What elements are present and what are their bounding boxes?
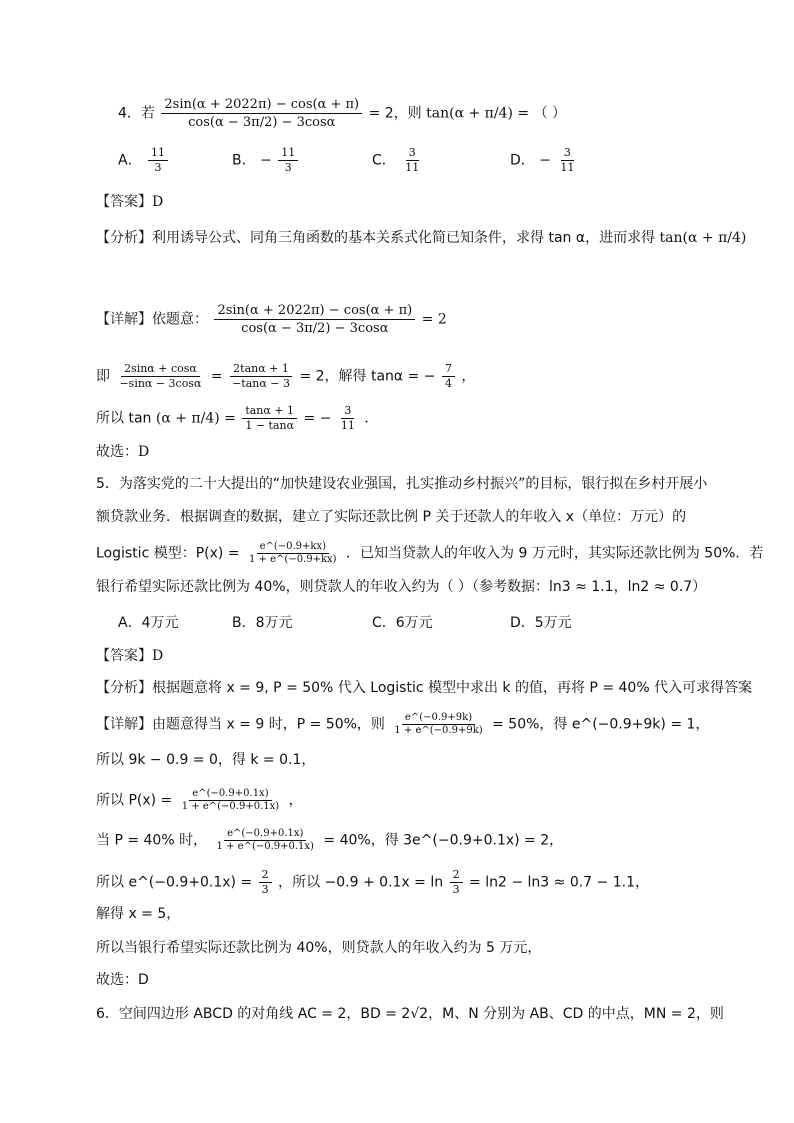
q5-detail-5: 所以 e^(−0.9+0.1x) = $\frac{2}{3}$ ，所以 −0.9 + 0.1x = ln $\frac{2}{3}$ = ln2 − ln3 ≈ 0.7 − 1.1， [96, 868, 649, 896]
q5-detail-3: 所以 P(x) = $\frac{e\^{}(-0.9+0.1x)}{1 + e\^{}(-0.9+0.1x)}$ ， [96, 788, 303, 812]
q5-answer: 【答案】D [96, 648, 164, 664]
q5-detail-4: 当 P = 40% 时， $\frac{e\^{}(-0.9+0.1x)}{1 + e\^{}(-0.9+0.1x)}$ = 40%，得 3e^(−0.9+0.1x) = 2， [96, 828, 564, 852]
q5-detail-2: 所以 9k − 0.9 = 0，得 k = 0.1， [96, 752, 316, 768]
q5-option-a[interactable]: A．4万元 [118, 615, 179, 631]
q4-option-d[interactable]: D． − $\frac{3}{11}$ [510, 146, 575, 174]
q5-conclusion: 故选：D [96, 972, 149, 988]
q5-stem-line-3: Logistic 模型：P(x) = $\frac{e\^{}(-0.9+kx)}{1 + e\^{}(-0.9+kx)}$ ．已知当贷款人的年收入为 9 万元时，其实际还款比例为 50%．若 [96, 541, 764, 565]
q6-stem-line-1: 6．空间四边形 ABCD 的对角线 AC = 2，BD = 2√2，M、N 分别为 AB、CD 的中点，MN = 2，则 [96, 1006, 724, 1022]
q5-stem-line-2: 额贷款业务．根据调查的数据，建立了实际还款比例 P 关于还款人的年收入 x（单位：万元）的 [96, 509, 687, 525]
q4-conclusion: 故选：D [96, 444, 150, 460]
q4-option-b[interactable]: B． − $\frac{11}{3}$ [232, 146, 300, 175]
q4-stem: 4．若 $\frac{2\sin(\alpha + 2022\pi) - \cos(\alpha + \pi)}{\cos(\alpha - 3\pi/2) - 3\cos\alpha}$ = 2，则 tan(α + π/4) = （ ） [118, 97, 567, 130]
q5-detail-1: 【详解】由题意得当 x = 9 时，P = 50%，则 $\frac{e\^{}(-0.9+9k)}{1 + e\^{}(-0.9+9k)}$ = 50%，得 e^(−0.9+9k) = 1， [96, 712, 710, 736]
q5-detail-6: 解得 x = 5， [96, 906, 181, 922]
q4-answer: 【答案】D [96, 194, 164, 210]
q4-option-c[interactable]: C． $\frac{3}{11}$ [372, 146, 420, 174]
q4-option-a[interactable]: A． $\frac{11}{3}$ [118, 146, 170, 175]
q5-option-b[interactable]: B．8万元 [232, 615, 293, 631]
q4-number: 4．若 [118, 105, 155, 122]
q5-stem-line-4: 银行希望实际还款比例为 40%，则贷款人的年收入约为（ ）（参考数据：ln3 ≈ 1.1，ln2 ≈ 0.7） [96, 579, 707, 595]
q4-step-2: 所以 tan (α + π/4) = $\frac{\tan\alpha + 1}{1 - \tan\alpha}$ = − $\frac{3}{11}$ ． [96, 404, 379, 432]
q4-question: tan(α + π/4) = （ ） [426, 105, 567, 122]
q5-detail-7: 所以当银行希望实际还款比例为 40%，则贷款人的年收入约为 5 万元， [96, 940, 542, 956]
q4-step-1: 即 $\frac{2\sin\alpha + \cos\alpha}{-\sin\alpha - 3\cos\alpha}$ = $\frac{2\tan\alpha + 1}{-\tan\alpha - 3}$ = 2，解得 tanα = − $\frac{7}{4}$ ， [96, 362, 476, 390]
q5-analysis: 【分析】根据题意将 x = 9, P = 50% 代入 Logistic 模型中求出 k 的值，再将 P = 40% 代入可求得答案 [96, 680, 753, 696]
q5-stem-line-1: 5．为落实党的二十大提出的“加快建设农业强国，扎实推动乡村振兴”的目标，银行拟在乡村开展小 [96, 476, 708, 492]
q4-condition-fraction: $\frac{2\sin(\alpha + 2022\pi) - \cos(\alpha + \pi)}{\cos(\alpha - 3\pi/2) - 3\cos\alpha}$ [161, 96, 362, 131]
q4-detail: 【详解】依题意： $\frac{2\sin(\alpha + 2022\pi) - \cos(\alpha + \pi)}{\cos(\alpha - 3\pi/2) - 3\cos\alpha}$ = 2 [96, 303, 447, 336]
q4-analysis: 【分析】利用诱导公式、同角三角函数的基本关系式化简已知条件，求得 tan α，进而求得 tan(α + π/4) [96, 230, 747, 246]
q5-option-d[interactable]: D．5万元 [510, 615, 572, 631]
q5-model-fraction: $\frac{e\^{}(-0.9+kx)}{1 + e\^{}(-0.9+kx)}$ [249, 541, 337, 565]
q5-option-c[interactable]: C．6万元 [372, 615, 433, 631]
